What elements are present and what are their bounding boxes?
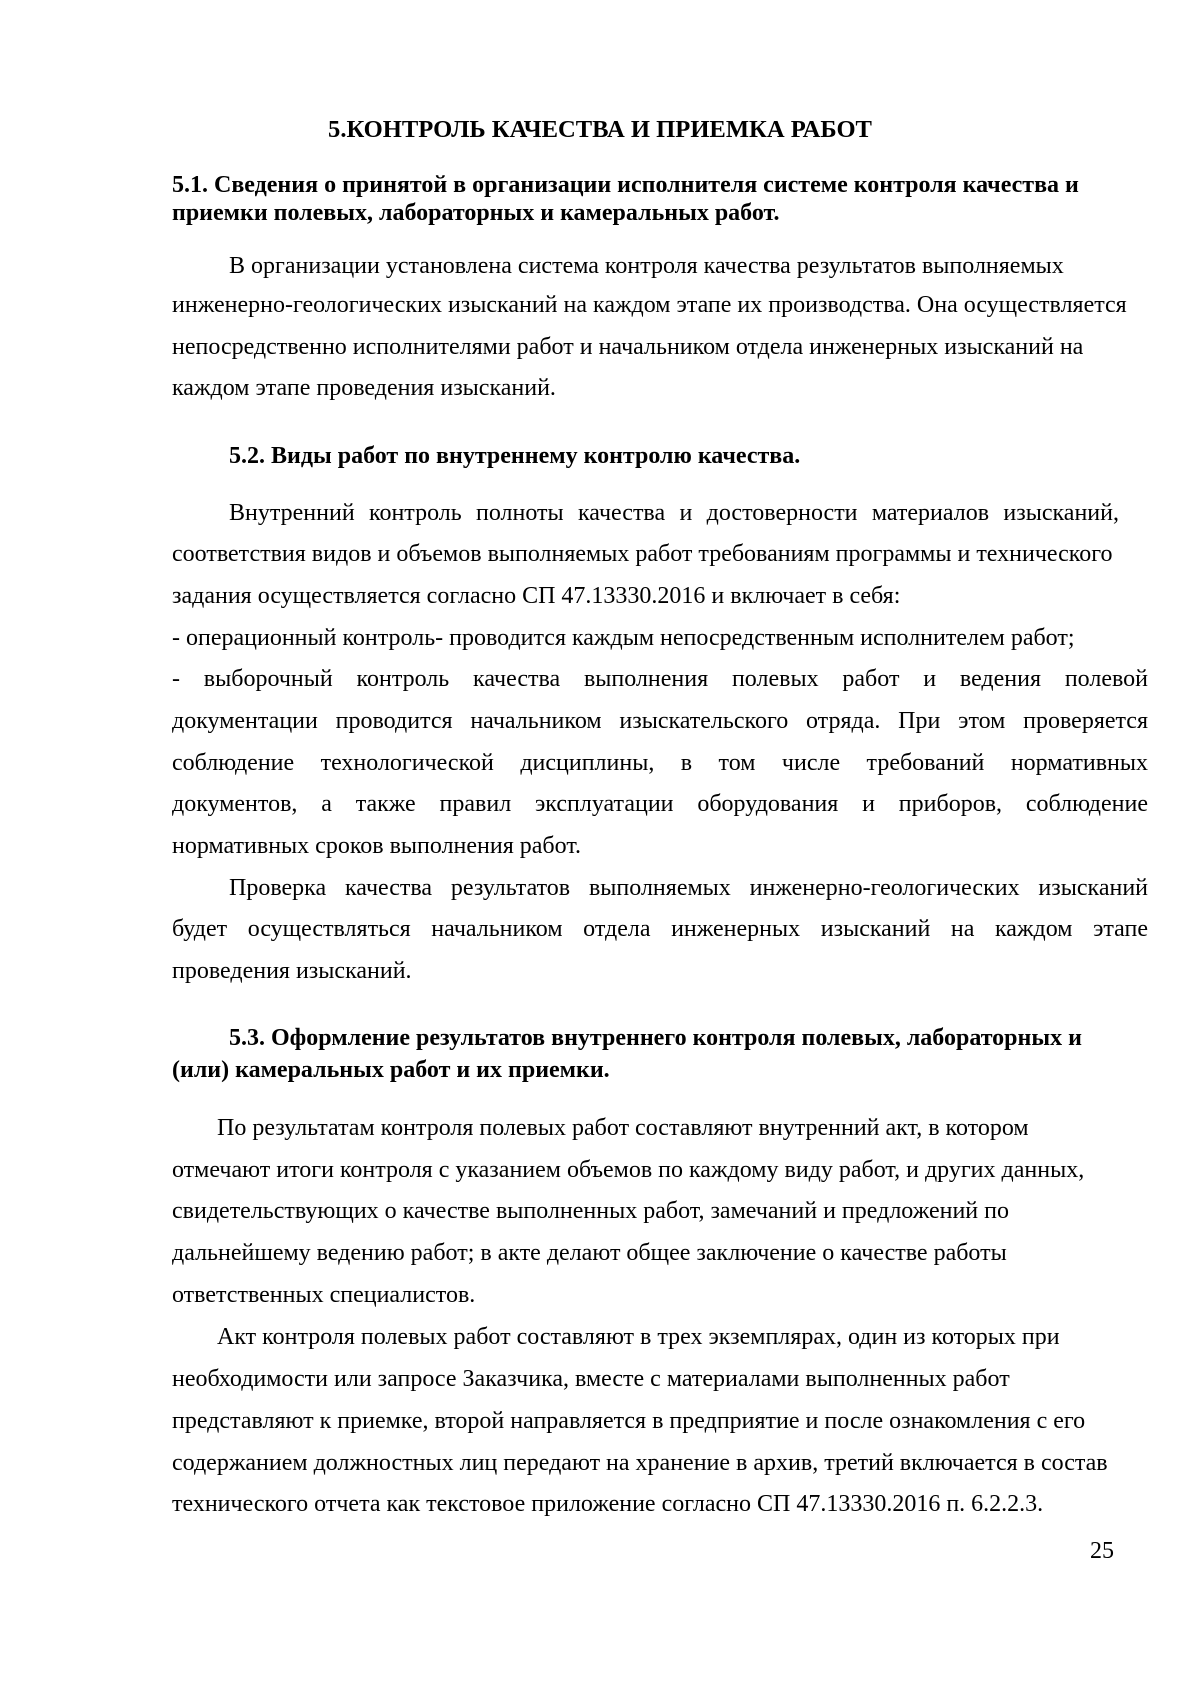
section-5-1-text-line-1: В организации установлена система контроля качества результатов выполняемых: [229, 253, 1064, 279]
quality-check-line-2: будет осуществляться начальником отдела инженерных изысканий на каждом этапе: [172, 916, 1148, 942]
list-item-selective-control-line-4: документов, а также правил эксплуатации оборудования и приборов, соблюдение: [172, 791, 1148, 817]
quality-check-line-1: Проверка качества результатов выполняемых инженерно-геологических изысканий: [229, 875, 1148, 901]
section-5-3-p2-line-1: Акт контроля полевых работ составляют в трех экземплярах, один из которых при: [217, 1324, 1060, 1350]
section-5-1-heading-line-2: приемки полевых, лабораторных и камеральных работ.: [172, 200, 780, 226]
section-5-1-text-line-4: каждом этапе проведения изысканий.: [172, 375, 556, 401]
section-5-3-p2-line-3: представляют к приемке, второй направляется в предприятие и после ознакомления с его: [172, 1408, 1086, 1434]
section-5-2-intro-line-3: задания осуществляется согласно СП 47.13330.2016 и включает в себя:: [172, 583, 901, 609]
section-5-3-heading-line-2: (или) камеральных работ и их приемки.: [172, 1057, 610, 1083]
section-5-3-p1-line-3: свидетельствующих о качестве выполненных работ, замечаний и предложений по: [172, 1198, 1009, 1224]
list-item-selective-control-line-5: нормативных сроков выполнения работ.: [172, 833, 582, 859]
section-5-1-text-line-2: инженерно-геологических изысканий на каждом этапе их производства. Она осуществляется: [172, 292, 1127, 318]
section-5-3-p1-line-2: отмечают итоги контроля с указанием объемов по каждому виду работ, и других данных,: [172, 1157, 1085, 1183]
section-5-3-p2-line-4: содержанием должностных лиц передают на хранение в архив, третий включается в состав: [172, 1450, 1108, 1476]
section-5-1-text-line-3: непосредственно исполнителями работ и начальником отдела инженерных изысканий на: [172, 334, 1084, 360]
section-5-2-heading: 5.2. Виды работ по внутреннему контролю качества.: [229, 443, 801, 469]
section-5-3-p1-line-5: ответственных специалистов.: [172, 1282, 476, 1308]
section-5-3-p2-line-5: технического отчета как текстовое приложение согласно СП 47.13330.2016 п. 6.2.2.3.: [172, 1491, 1044, 1517]
page-number: 25: [1090, 1538, 1114, 1564]
page-title: 5.КОНТРОЛЬ КАЧЕСТВА И ПРИЕМКА РАБОТ: [328, 116, 872, 143]
section-5-3-p1-line-4: дальнейшему ведению работ; в акте делают общее заключение о качестве работы: [172, 1240, 1007, 1266]
list-item-selective-control-line-1: - выборочный контроль качества выполнения полевых работ и ведения полевой: [172, 666, 1148, 692]
list-item-operational-control: - операционный контроль- проводится каждым непосредственным исполнителем работ;: [172, 625, 1075, 651]
section-5-2-intro-line-1: Внутренний контроль полноты качества и достоверности материалов изысканий,: [229, 500, 1119, 526]
section-5-3-p1-line-1: По результатам контроля полевых работ составляют внутренний акт, в котором: [217, 1115, 1029, 1141]
section-5-3-heading-line-1: 5.3. Оформление результатов внутреннего контроля полевых, лабораторных и: [229, 1025, 1082, 1051]
section-5-3-p2-line-2: необходимости или запросе Заказчика, вместе с материалами выполненных работ: [172, 1366, 1010, 1392]
section-5-1-heading-line-1: 5.1. Сведения о принятой в организации исполнителя системе контроля качества и: [172, 172, 1079, 198]
quality-check-line-3: проведения изысканий.: [172, 958, 412, 984]
list-item-selective-control-line-2: документации проводится начальником изыскательского отряда. При этом проверяется: [172, 708, 1148, 734]
list-item-selective-control-line-3: соблюдение технологической дисциплины, в том числе требований нормативных: [172, 750, 1148, 776]
section-5-2-intro-line-2: соответствия видов и объемов выполняемых работ требованиям программы и технического: [172, 541, 1113, 567]
